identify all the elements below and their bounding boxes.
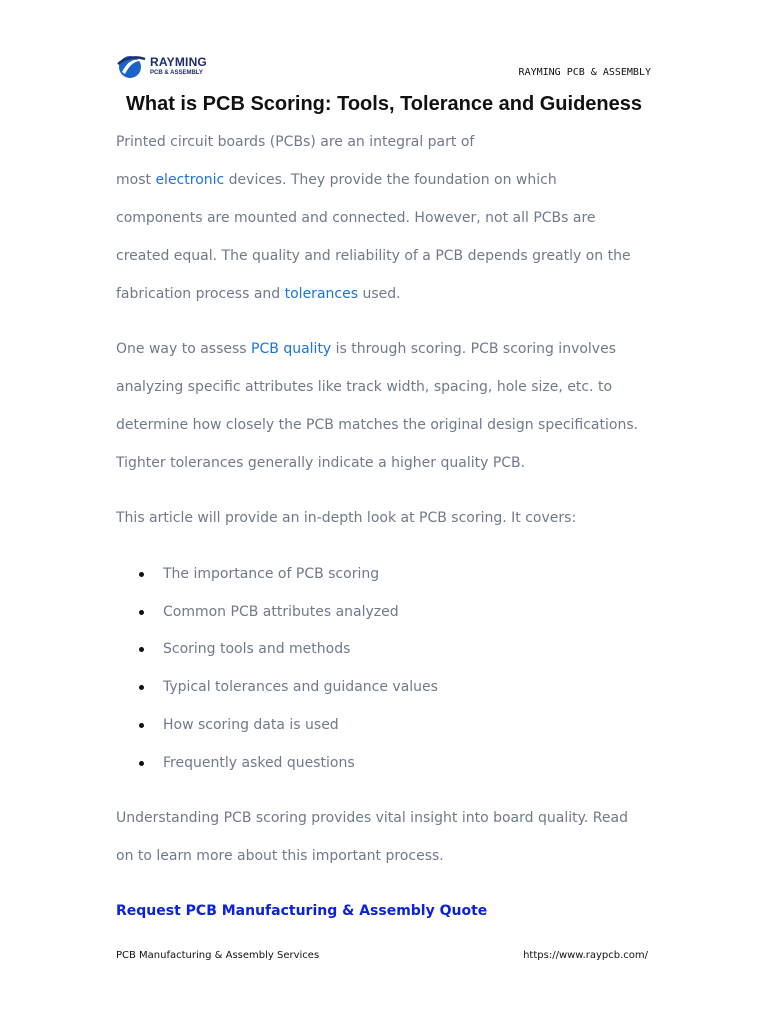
footer-website-link[interactable]: https://www.raypcb.com/ xyxy=(523,950,648,961)
rayming-logo xyxy=(116,52,207,80)
text-line: Understanding PCB scoring provides vital insight into board quality. Read xyxy=(116,810,628,826)
bullet-icon xyxy=(139,572,144,577)
bullet-icon xyxy=(139,761,144,766)
bullet-icon xyxy=(139,610,144,615)
text-line: most electronic devices. They provide the foundation on which xyxy=(116,172,557,188)
globe-icon xyxy=(116,52,146,80)
header-company-name: RAYMING PCB & ASSEMBLY xyxy=(518,67,651,78)
bullet-icon xyxy=(139,685,144,690)
footer-services: PCB Manufacturing & Assembly Services xyxy=(116,950,320,961)
text-line: One way to assess PCB quality is through scoring. PCB scoring involves xyxy=(116,341,617,357)
text-line: components are mounted and connected. However, not all PCBs are xyxy=(116,210,596,226)
request-quote-link[interactable]: Request PCB Manufacturing & Assembly Quote xyxy=(116,903,488,919)
bullet-icon xyxy=(139,723,144,728)
text-line: Printed circuit boards (PCBs) are an integral part of xyxy=(116,134,475,150)
electronic-link[interactable]: electronic xyxy=(155,172,225,188)
bullet-icon xyxy=(139,647,144,652)
tolerances-link[interactable]: tolerances xyxy=(284,286,358,302)
text-line: determine how closely the PCB matches the original design specifications. xyxy=(116,417,639,433)
text-line: analyzing specific attributes like track width, spacing, hole size, etc. to xyxy=(116,379,613,395)
logo-subtitle: PCB & ASSEMBLY xyxy=(150,70,203,76)
text-line: Tighter tolerances generally indicate a higher quality PCB. xyxy=(116,455,526,471)
text-line: fabrication process and tolerances used. xyxy=(116,286,401,302)
logo-name: RAYMING xyxy=(150,55,207,69)
text-line: created equal. The quality and reliability of a PCB depends greatly on the xyxy=(116,248,631,264)
text-line: on to learn more about this important process. xyxy=(116,848,444,864)
page-title: What is PCB Scoring: Tools, Tolerance and Guideness xyxy=(125,93,642,115)
pcb-quality-link[interactable]: PCB quality xyxy=(251,341,332,357)
text-line: This article will provide an in-depth look at PCB scoring. It covers: xyxy=(116,510,577,526)
